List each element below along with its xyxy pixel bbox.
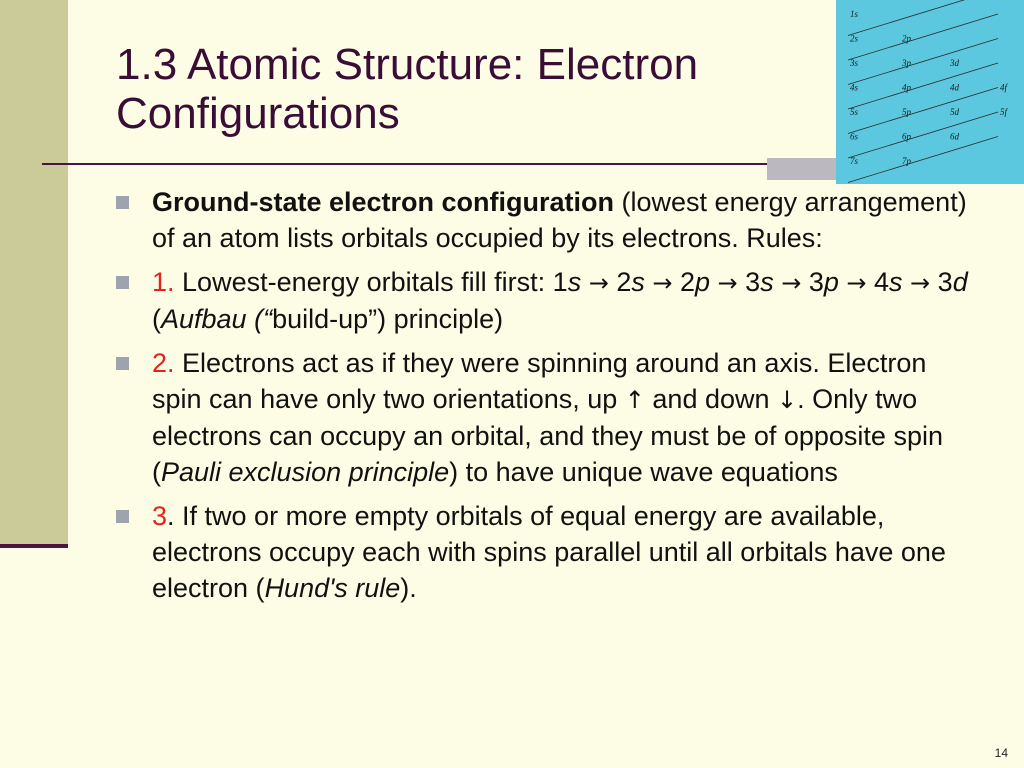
- right-arrow-icon: →: [781, 269, 802, 297]
- pauli-term: Pauli exclusion principle: [161, 457, 450, 487]
- rule-1-text: 3: [737, 267, 761, 297]
- rule-1-number: 1.: [152, 267, 175, 297]
- rule-1-text: 3: [930, 267, 953, 297]
- bullet-rule-2: [116, 345, 976, 490]
- title-divider-accent: [767, 158, 837, 180]
- orbital-label: 6d: [950, 131, 959, 142]
- hund-term: Hund's rule: [264, 573, 401, 603]
- orbital-label: 1s: [850, 9, 859, 19]
- rule-1-text: 2: [672, 267, 695, 297]
- orbital-3s-letter: s: [760, 267, 774, 297]
- orbital-label: 4d: [950, 82, 959, 93]
- slide-title: 1.3 Atomic Structure: Electron Configurations: [116, 40, 699, 138]
- orbital-label: 4p: [902, 82, 911, 93]
- bullet-ground-state: [116, 184, 976, 256]
- orbital-label: 4s: [850, 82, 859, 93]
- orbital-1s-letter: s: [567, 267, 582, 297]
- orbital-label: 3s: [850, 58, 859, 68]
- orbital-label: 5p: [902, 107, 911, 117]
- rule-2-text: ) to have unique wave equations: [449, 457, 838, 487]
- bullet-list: [116, 184, 976, 614]
- rule-2-number: 2.: [152, 348, 175, 378]
- bullet-marker: [116, 276, 129, 289]
- rule-1-text: 4: [866, 267, 890, 297]
- rule-2-text: . Only two electrons can occupy an orbital, and they must be of opposite spin (: [152, 384, 943, 487]
- orbital-3d-letter: d: [952, 267, 968, 297]
- rule-3-number: 3: [152, 501, 168, 531]
- orbital-label: 6p: [902, 131, 911, 142]
- aufbau-term: Aufbau (“: [161, 304, 273, 334]
- right-arrow-icon: →: [652, 269, 673, 297]
- orbital-2s-letter: s: [631, 267, 645, 297]
- orbital-2p-letter: p: [695, 267, 711, 297]
- rule-1-text: 3: [801, 267, 824, 297]
- bullet-marker: [116, 510, 129, 523]
- orbital-label: 5d: [950, 107, 959, 117]
- rule-1-text: build-up”) principle): [272, 304, 504, 334]
- orbital-label: 2s: [850, 33, 859, 44]
- rule-2-text: Electrons act as if they were spinning around an axis. Electron spin can have only two orientations, up: [152, 348, 927, 414]
- bullet-marker: [116, 357, 129, 370]
- orbital-label: 6s: [850, 131, 859, 142]
- ground-state-term: Ground-state electron configuration: [152, 187, 615, 217]
- left-decorative-band: [0, 0, 68, 548]
- rule-3-text: . If two or more empty orbitals of equal energy are available, electrons occupy each with spins parallel until all orbitals have one electron (: [152, 501, 946, 603]
- left-band-rule: [0, 544, 68, 548]
- orbital-label: 4f: [1000, 82, 1008, 93]
- bullet-rule-1: [116, 264, 976, 337]
- rule-1-text: (: [152, 304, 161, 334]
- aufbau-diagonal-line: [848, 14, 998, 60]
- title-divider: [42, 163, 832, 165]
- right-arrow-icon: →: [588, 269, 609, 297]
- orbital-label: 3p: [902, 58, 911, 68]
- rule-3-text: ).: [400, 573, 417, 603]
- down-arrow-icon: ↓: [777, 386, 798, 414]
- rule-2-text: and down: [644, 384, 778, 414]
- aufbau-diagonal-line: [848, 112, 998, 158]
- orbital-4s-letter: s: [889, 267, 903, 297]
- aufbau-diagram: [836, 0, 1024, 184]
- orbital-label: 7s: [850, 156, 859, 166]
- aufbau-diagonal-line: [848, 63, 998, 109]
- rule-1-text: Lowest-energy orbitals fill first: 1: [174, 267, 568, 297]
- aufbau-diagonal-line: [848, 39, 998, 85]
- bullet-marker: [116, 196, 129, 209]
- right-arrow-icon: →: [717, 269, 738, 297]
- orbital-label: 7p: [902, 156, 911, 166]
- orbital-label: 3d: [950, 58, 959, 68]
- ground-state-text: (lowest energy arrangement) of an atom lists orbitals occupied by its electrons. Rules:: [152, 187, 967, 253]
- page-number: 14: [994, 746, 1008, 760]
- up-arrow-icon: ↑: [624, 386, 645, 414]
- right-arrow-icon: →: [910, 269, 931, 297]
- aufbau-diagonal-line: [848, 0, 998, 36]
- orbital-label: 5s: [850, 107, 859, 117]
- orbital-label: 5f: [1000, 107, 1008, 117]
- rule-1-text: 2: [608, 267, 632, 297]
- right-arrow-icon: →: [846, 269, 867, 297]
- orbital-label: 2p: [902, 33, 911, 44]
- orbital-3p-letter: p: [823, 267, 839, 297]
- aufbau-diagonal-line: [848, 88, 998, 134]
- aufbau-diagonal-line: [848, 137, 998, 183]
- aufbau-diagram-svg: [836, 0, 1024, 184]
- bullet-rule-3: [116, 498, 976, 606]
